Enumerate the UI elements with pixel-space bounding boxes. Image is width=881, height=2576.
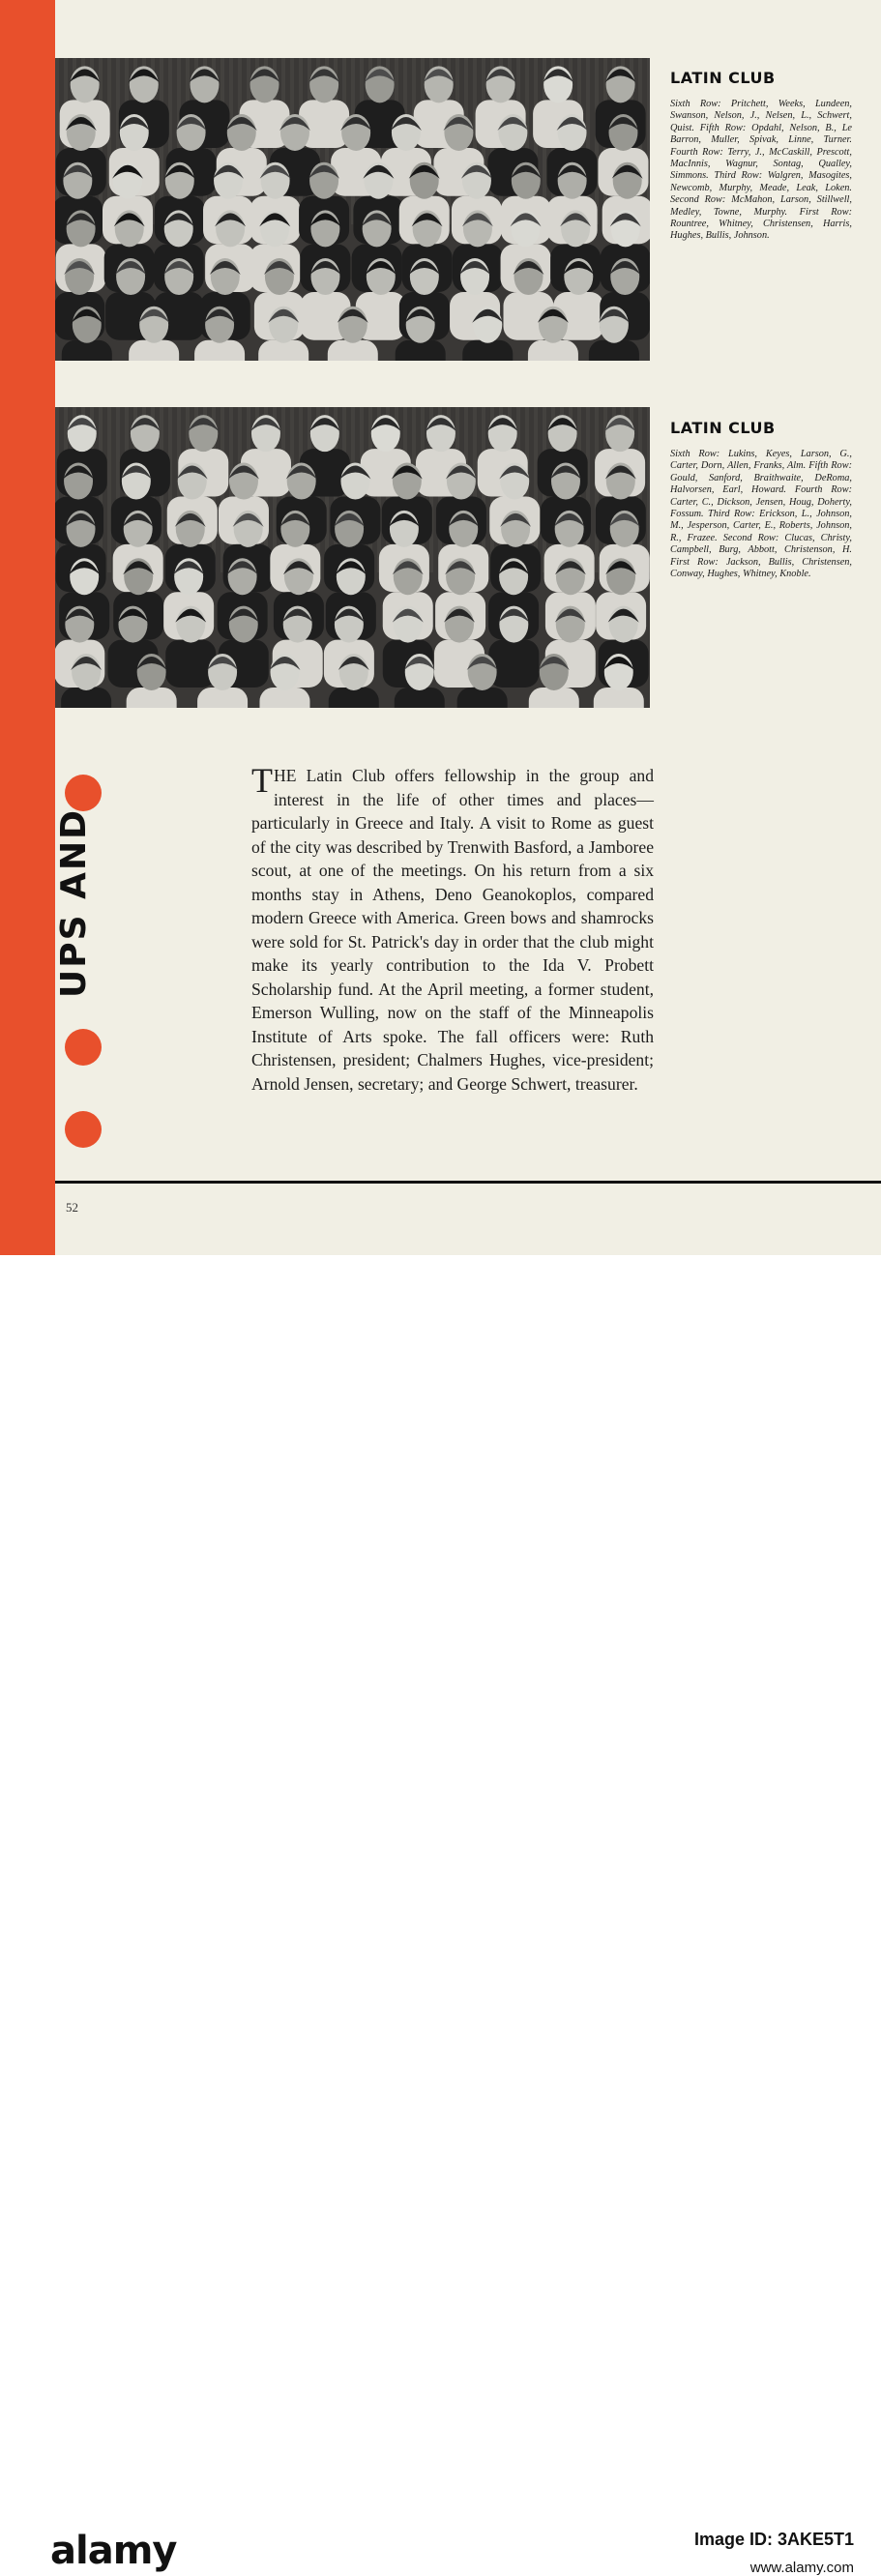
article-dropcap: T: [251, 761, 273, 800]
article-text: HE Latin Club offers fellowship in the group and interest in the life of other times and places—particularly in Greece and Italy. A visit to Rome as guest of the city was described by Trenwith Basford, a Jamboree scout, at one of the meetings. On his return from a six months stay in Athens, Deno Geanokoplos, compared modern Greece with America. Green bows and shamrocks were sold for St. Patrick's day in order that the club might make its yearly contribution to the Ida V. Probett Scholarship fund. At the April meeting, a former student, Emerson Wulling, now on the staff of the Minneapolis Institute of Arts spoke. The fall officers were: Ruth Christensen, president; Chalmers Hughes, vice-president; Arnold Jensen, secretary; and George Schwert, treasurer.: [251, 766, 654, 1094]
page-number: 52: [66, 1200, 78, 1215]
watermark-footer: [0, 1255, 881, 2576]
caption-names-2: Sixth Row: Lukins, Keyes, Larson, G., Carter, Dorn, Allen, Franks, Alm. Fifth Row: Gould, Sanford, Braithwaite, DeRoma, Halvorsen, Earl, Howard. Fourth Row: Carter, C., Dickson, Jensen, Houg, Doherty, Fossum. Third Row: Erickson, L., Johnson, M., Jesperson, Carter, E., Roberts, Johnson, R., Frazee. Second Row: Clucas, Christy, Campbell, Burg, Abbott, Christenson, H. First Row: Jackson, Bullis, Christensen, Conway, Hughes, Whitney, Knoble.: [670, 449, 852, 580]
side-label-text: UPS AND: [54, 808, 94, 998]
orange-dot-decoration: [65, 775, 102, 811]
orange-dot-decoration: [65, 1111, 102, 1148]
caption-title-1: LATIN CLUB: [670, 69, 776, 87]
orange-side-bar: [0, 0, 55, 1255]
group-photo-2-image: [55, 407, 650, 708]
footer-rule: [55, 1181, 881, 1184]
orange-dot-decoration: [65, 1029, 102, 1066]
watermark-image-id: Image ID: 3AKE5T1: [693, 2530, 854, 2549]
group-photo-1: [55, 58, 650, 361]
watermark-logo: alamy: [50, 2529, 177, 2573]
group-photo-2: [55, 407, 650, 708]
watermark-url: www.alamy.com: [749, 2560, 854, 2576]
group-photo-1-image: [55, 58, 650, 361]
caption-title-2: LATIN CLUB: [670, 419, 776, 437]
article-body: [251, 761, 654, 1096]
caption-names-1: Sixth Row: Pritchett, Weeks, Lundeen, Swanson, Nelson, J., Nelsen, L., Schwert, Quist. Fifth Row: Opdahl, Nelson, B., Le Barron, Muller, Spivak, Linne, Turner. Fourth Row: Terry, J., McCaskill, Prescott, MacInnis, Wagnur, Sontag, Qualley, Simmons. Third Row: Walgren, Masogites, Newcomb, Murphy, Meade, Leak, Loken. Second Row: McMahon, Larson, Stillwell, Medley, Towne, Murphy. First Row: Rountree, Whitney, Christensen, Harris, Hughes, Bullis, Johnson.: [670, 99, 852, 242]
yearbook-page: [0, 0, 881, 1255]
